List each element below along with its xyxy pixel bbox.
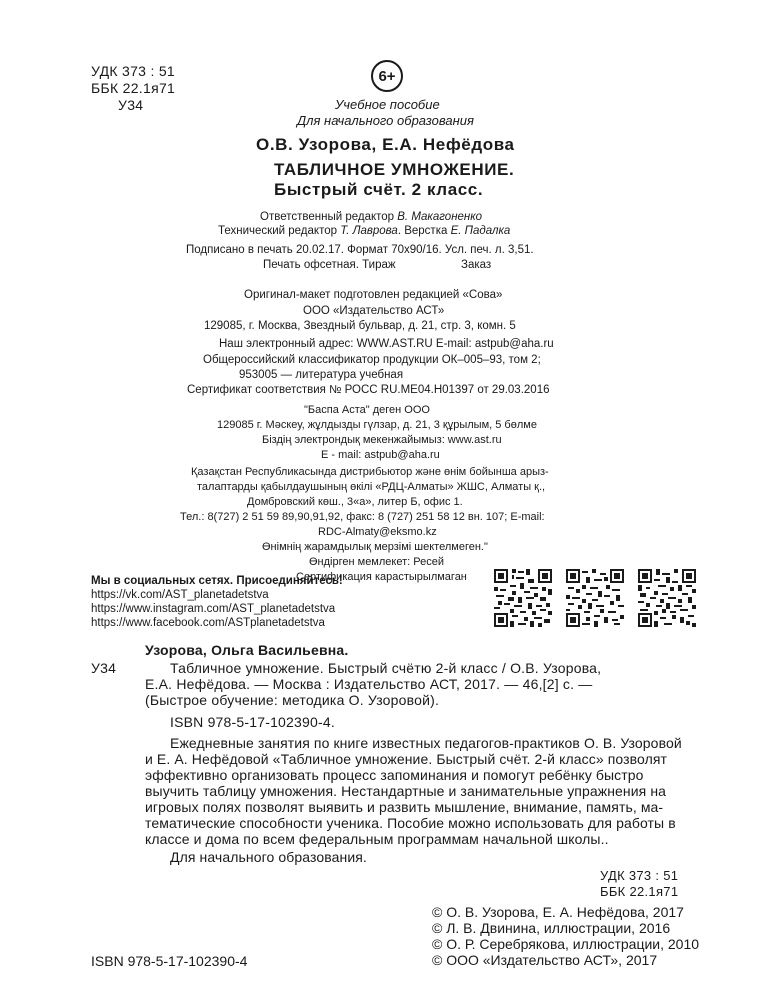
biblio-mark: У34 [91,660,117,676]
udk-code: УДК 373 : 51 [91,63,175,79]
kz-line-6: талаптарды қабылдаушының өкілі «РДЦ-Алматы» ЖШС, Алматы қ., [197,481,546,493]
kz-line-11: Өндірген мемлекет: Ресей [309,556,444,568]
footer-udk: УДК 373 : 51 [600,868,679,883]
social-link-instagram[interactable]: https://www.instagram.com/AST_planetadetstva [91,603,336,615]
kz-line-1: "Баспа Аста" деген ООО [304,404,430,416]
qr-code-icon[interactable] [566,569,624,627]
kz-line-9: RDC-Almaty@eksmo.kz [318,526,437,538]
resp-editor-line: Ответственный редактор В. Макагоненко [260,211,483,223]
kz-line-7: Домбровский көш., 3«а», литер Б, офис 1. [247,496,463,508]
annotation-line-8: Для начального образования. [170,849,367,865]
annotation-line-2: и Е. А. Нефёдовой «Табличное умножение. Быстрый счёт. 2-й класс» позволят [145,751,668,767]
annotation-line-4: выучить таблицу умножения. Нестандартные и занимательные упражнения на [145,783,667,799]
original-line: Оригинал-макет подготовлен редакцией «Сова» [244,289,503,301]
signed-line: Подписано в печать 20.02.17. Формат 70х90/16. Усл. печ. л. 3,51. [186,244,534,256]
biblio-line-1: Табличное умножение. Быстрый счётю 2-й класс / О.В. Узорова, [170,660,602,676]
okp-line-1: Общероссийский классификатор продукции ОК–005–93, том 2; [203,354,541,366]
publisher-line: ООО «Издательство АСТ» [303,305,445,317]
kz-line-2: 129085 г. Мәскеу, жұлдызды гүлзар, д. 21, 3 құрылым, 5 бөлме [217,419,537,431]
email-line: Наш электронный адрес: WWW.AST.RU E-mail: astpub@aha.ru [219,338,554,350]
kz-line-3: Біздің электрондық мекенжайымыз: www.ast.ru [262,434,502,446]
copyright-line-3: © О. Р. Серебрякова, иллюстрации, 2010 [432,936,700,952]
biblio-line-2: Е.А. Нефёдова. — Москва : Издательство АСТ, 2017. — 46,[2] с. — [145,676,593,692]
social-link-vk[interactable]: https://vk.com/AST_planetadetstva [91,589,269,601]
biblio-isbn: ISBN 978-5-17-102390-4. [170,714,335,730]
footer-bbk: ББК 22.1я71 [600,884,679,899]
book-title: ТАБЛИЧНОЕ УМНОЖЕНИЕ. [274,160,515,179]
biblio-author-heading: Узорова, Ольга Васильевна. [145,642,349,658]
qr-code-icon[interactable] [638,569,696,627]
address-line: 129085, г. Москва, Звездный бульвар, д. 21, стр. 3, комн. 5 [204,320,516,332]
annotation-line-3: эффективно организовать процесс запоминания и помогут ребёнку быстро [145,767,644,783]
footer-isbn: ISBN 978-5-17-102390-4 [91,953,248,969]
kz-line-12: Сертификация карастырылмаган [296,571,467,583]
kz-line-8: Тел.: 8(727) 2 51 59 89,90,91,92, факс: 8 (727) 251 58 12 вн. 107; E-mail: [180,511,545,523]
book-type: Учебное пособие [335,97,440,112]
annotation-line-1: Ежедневные занятия по книге известных педагогов-практиков О. В. Узоровой [170,735,682,751]
okp-line-2: 953005 — литература учебная [239,369,404,381]
kz-line-4: E - mail: astpub@aha.ru [321,449,440,461]
print-line: Печать офсетная. Тираж [263,259,396,271]
order-line: Заказ [461,259,492,271]
copyright-line-4: © ООО «Издательство АСТ», 2017 [432,952,658,968]
author-mark: У34 [118,97,144,113]
kz-line-5: Қазақстан Республикасында дистрибьютор және өнім бойынша арыз- [191,466,549,478]
social-link-facebook[interactable]: https://www.facebook.com/ASTplanetadetstva [91,617,325,629]
social-heading: Мы в социальных сетях. Присоединяйтесь! [91,575,343,587]
authors: О.В. Узорова, Е.А. Нефёдова [256,135,515,154]
book-subtitle: Быстрый счёт. 2 класс. [274,180,484,199]
annotation-line-5: игровых полях позволят выявить и развить мышление, внимание, память, ма- [145,799,664,815]
copyright-line-2: © Л. В. Двинина, иллюстрации, 2016 [432,920,671,936]
qr-code-icon[interactable] [494,569,552,627]
annotation-line-7: классе и дома по всем федеральным программам начальной школы.. [145,831,609,847]
kz-line-10: Өнімнің жарамдылық мерзімі шектелмеген." [262,541,488,553]
annotation-line-6: тематические способности ученика. Пособие можно использовать для работы в [145,815,676,831]
biblio-line-3: (Быстрое обучение: методика О. Узоровой). [145,692,440,708]
bbk-code: ББК 22.1я71 [91,80,176,96]
age-rating-badge: 6+ [371,60,403,92]
tech-editor-line: Технический редактор Т. Лаврова. Верстка Е. Падалка [218,225,511,237]
copyright-line-1: © О. В. Узорова, Е. А. Нефёдова, 2017 [432,904,684,920]
book-audience: Для начального образования [297,113,474,128]
certificate-line: Сертификат соответствия № РОСС RU.МЕ04.Н01397 от 29.03.2016 [187,384,550,396]
